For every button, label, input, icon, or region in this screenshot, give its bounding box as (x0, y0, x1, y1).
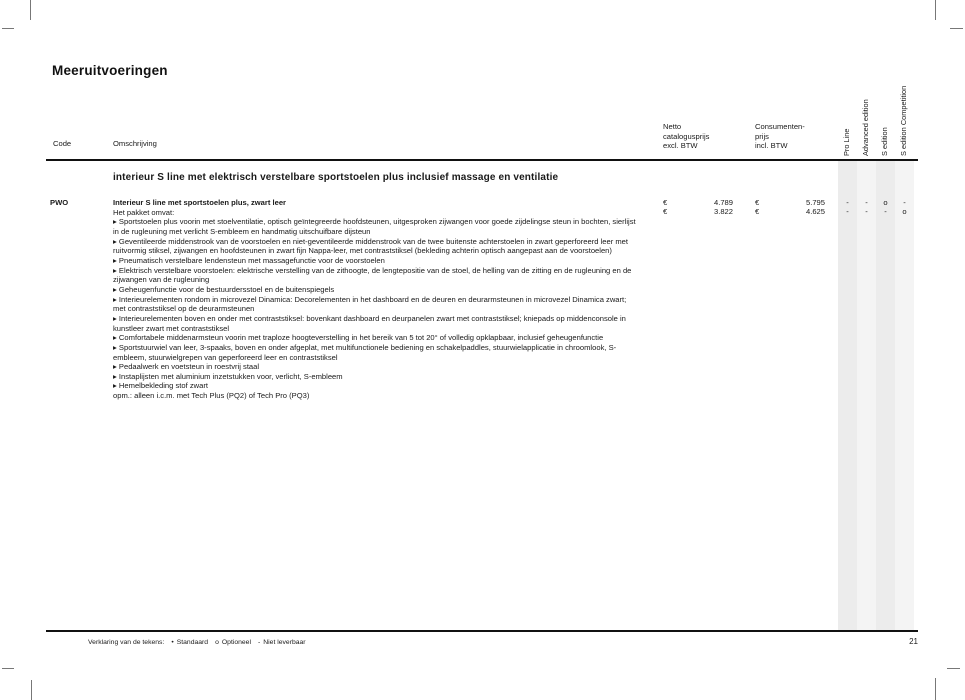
page-title: Meeruitvoeringen (52, 63, 168, 78)
option-bullet: ▸ Elektrisch verstelbare voorstoelen: elektrische verstelling van de zithoogte, de lengtepositie van de stoel, de helling van de zitting en de rugleuning en de zijwangen van de rugleuning (113, 265, 632, 285)
currency-symbol: € (663, 197, 668, 207)
option-bullet: ▸ Sportstoelen plus voorin met stoelventilatie, optisch geïntegreerde hoofdsteunen, uitgesproken zijwangen voor goede zijdelingse steun in bochten, sierlijst in de rugleuning met verlicht S-embleem en handmatig uitschuifbare dijsteun (113, 217, 636, 236)
edition-column-shading (838, 161, 914, 631)
legend-item (215, 639, 251, 646)
currency-symbol: € (755, 207, 760, 217)
column-header-line: catalogusprijs (663, 131, 710, 141)
crop-mark-top-right-v (935, 0, 936, 20)
option-intro: Het pakket omvat: (113, 207, 175, 217)
legend-symbol: - (257, 639, 261, 646)
option-bullet: ▸ Pedaalwerk en voetsteun in roestvrij staal (113, 362, 260, 372)
legend-symbol: • (171, 639, 174, 646)
netto-price-value: 3.822 (713, 207, 733, 217)
netto-price-value: 4.789 (713, 197, 733, 207)
option-note: opm.: alleen i.c.m. met Tech Plus (PQ2) of Tech Pro (PQ3) (113, 391, 310, 401)
edition-column-label: Pro Line (842, 128, 851, 156)
table-header-rule (46, 159, 918, 161)
price-row (0, 207, 965, 217)
symbols-legend (88, 639, 306, 646)
legend-item-label: Optioneel (221, 639, 251, 646)
column-header-line: incl. BTW (755, 141, 788, 151)
edition-column-band (895, 161, 914, 631)
consumer-price-value: 4.625 (805, 207, 825, 217)
edition-column-band (838, 161, 857, 631)
edition-column-band (876, 161, 895, 631)
edition-column-label: Advanced edition (861, 99, 870, 156)
edition-column-label: S edition Competition (899, 85, 908, 156)
option-bullet: ▸ Interieurelementen boven en onder met contraststiksel: bovenkant dashboard en deurpanelen zwart met contraststiksel; kniepads op middenconsole in kunstleer zwart met contraststiksel (113, 313, 626, 333)
column-header-line: Netto (663, 122, 682, 131)
option-bullet: ▸ Comfortabele middenarmsteun voorin met traploze hoogteverstelling in het bereik van 5 tot 20° of volledig opklapbaar, inclusief geheugenfunctie (113, 333, 604, 343)
column-header-netto-price (663, 122, 709, 151)
crop-mark-top-left-v (30, 0, 31, 20)
option-bullet: ▸ Pneumatisch verstelbare lendensteun met massagefunctie voor de voorstoelen (113, 255, 385, 265)
legend-item (258, 639, 306, 646)
option-bullet: ▸ Instaplijsten met aluminium inzetstukken voor, verlicht, S-embleem (113, 371, 343, 381)
option-code: PWO (50, 198, 69, 207)
crop-mark-top-right-h (950, 28, 963, 29)
consumer-price-value: 5.795 (805, 197, 825, 207)
price-row (0, 198, 965, 208)
option-bullet: ▸ Geheugenfunctie voor de bestuurdersstoel en de buitenspiegels (113, 284, 335, 294)
availability-mark: o (883, 197, 888, 207)
currency-symbol: € (663, 207, 668, 217)
column-header-consumer-price (755, 122, 805, 151)
currency-symbol: € (755, 197, 760, 207)
legend-item-label: Standaard (176, 639, 209, 646)
column-header-description: Omschrijving (113, 139, 157, 148)
option-bullet: ▸ Hemelbekleding stof zwart (113, 381, 208, 391)
crop-mark-top-left-h (2, 28, 14, 29)
page-number: 21 (909, 637, 918, 646)
edition-column-label: S edition (880, 127, 889, 156)
legend-item (171, 639, 208, 646)
crop-mark-bottom-left-h (2, 668, 14, 669)
availability-mark: - (846, 197, 849, 207)
legend-item-label: Niet leverbaar (263, 639, 306, 646)
option-bullet: ▸ Interieurelementen rondom in microvezel Dinamica: Decorelementen in het dashboard en de deuren en deurarmsteunen in microvezel Dinamica zwart; met contraststiksel op de deurarmsteunen (113, 294, 627, 314)
availability-mark: - (846, 207, 849, 217)
crop-mark-bottom-right-v (935, 678, 936, 700)
legend-items (164, 639, 305, 646)
section-title: interieur S line met elektrisch verstelbare sportstoelen plus inclusief massage en ventilatie (113, 172, 559, 183)
column-header-line: prijs (755, 131, 769, 141)
legend-label: Verklaring van de tekens: (88, 639, 165, 646)
availability-marks (838, 198, 914, 208)
availability-mark: o (902, 207, 907, 217)
crop-mark-bottom-right-h (947, 668, 960, 669)
option-name: Interieur S line met sportstoelen plus, zwart leer (113, 198, 287, 207)
column-header-line: Consumenten- (755, 122, 805, 131)
table-footer-rule (46, 630, 918, 632)
availability-mark: - (865, 197, 868, 207)
column-header-line: excl. BTW (663, 141, 698, 151)
crop-mark-bottom-left-v (31, 680, 32, 700)
option-bullet: ▸ Sportstuurwiel van leer, 3-spaaks, boven en onder afgeplat, met multifunctionele bediening en schakelpaddles, stuurwielapplicatie in chroomlook, S-embleem, stuurwielgrepen van geperforeerd leer en contraststiksel (113, 342, 617, 362)
edition-column-band (857, 161, 876, 631)
availability-mark: - (865, 207, 868, 217)
option-description (113, 198, 641, 401)
column-header-code: Code (53, 139, 72, 148)
legend-symbol: o (215, 639, 219, 646)
availability-mark: - (884, 207, 887, 217)
option-bullet: ▸ Geventileerde middenstrook van de voorstoelen en niet-geventileerde middenstrook van de twee buitenste achterstoelen in zwart geperforeerd leer met ruitvormig stiksel, zijwangen en hoofdsteunen in zwart fijn Nappa-leer, met contraststiksel (bekleding achterin optisch aangepast aan de voorstoelen) (113, 236, 628, 256)
availability-marks (838, 207, 914, 217)
option-bullet-list (113, 217, 641, 391)
availability-mark: - (903, 197, 906, 207)
